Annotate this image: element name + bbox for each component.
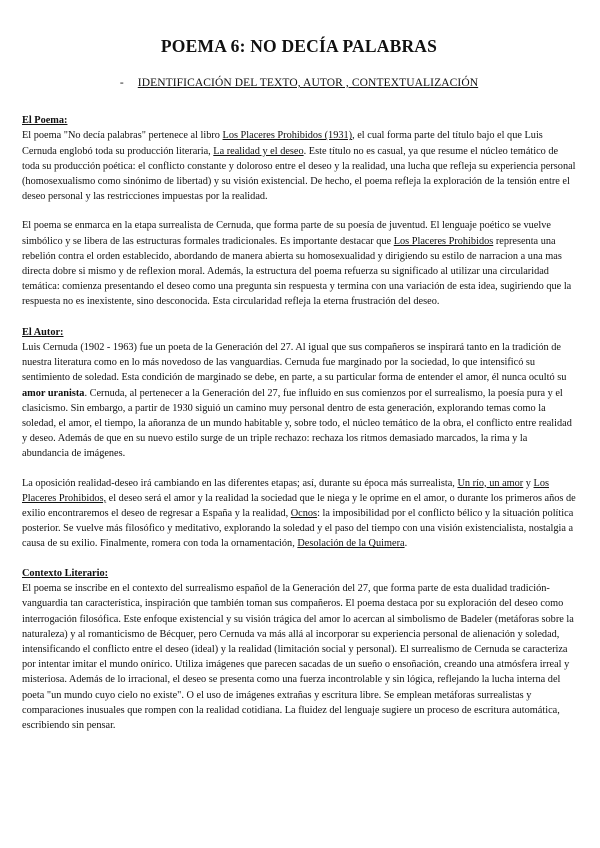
book-title: Los Placeres Prohibidos, (22, 477, 549, 504)
subtitle-dash: - (119, 77, 124, 89)
section-subtitle (22, 77, 576, 89)
subtitle-text: IDENTIFICACIÓN DEL TEXTO, AUTOR , CONTEXTUALIZACIÓN (137, 77, 479, 89)
text-run: . Este título no es casual, ya que resume el núcleo temático de toda su producción poética: el conflicto constante y doloroso entre el deseo y la realidad, una lucha que refleja su experiencia personal (homosexualismo como sinónimo de libertad) y su visión existencial. De hecho, el poema refleja la exploración de la tensión entre el deseo personal y las restricciones impuestas por la realidad. (22, 145, 576, 203)
book-title: Ocnos (290, 508, 318, 520)
paragraph-gap (22, 462, 576, 476)
poema-paragraph-2 (22, 218, 576, 309)
text-run: Luis Cernuda (1902 - 1963) fue un poeta de la Generación del 27. Al igual que sus compañeros se inspirará tanto en la tradición de nuestra literatura como en lo más novedoso de las vanguardias. Cernuda fue marginado por la sociedad, lo que intensificó su sentimiento de soledad. Esta condición de marginado se debe, en parte, a su particular forma de entender el amor, él nunca ocultó su (22, 342, 567, 384)
autor-heading: El Autor: (22, 326, 64, 338)
book-title: Un río, un amor (457, 477, 524, 489)
text-run: La oposición realidad-deseo irá cambiando en las diferentes etapas; así, durante su época más surrealista, (22, 477, 458, 489)
text-run: . Cernuda, al pertenecer a la Generación del 27, fue influido en sus comienzos por el surrealismo, la poesía pura y el clasicismo. Sin embargo, a partir de 1930 siguió un camino muy personal dentro de esta generación, explorando temas como la soledad, el amor, el tiempo, la añoranza de un mundo habitable y, sobre todo, el núcleo temático de la obra, el conflicto entre realidad y deseo. Además de que en su nuevo estilo surge de un triple rechazo: rechaza los ritmos demasiado marcados, la rima y la abundancia de imágenes. (22, 387, 572, 460)
section-contexto (22, 567, 576, 733)
text-run: El poema se enmarca en la etapa surrealista de Cernuda, que forma parte de su poesía de juventud. El lenguaje poético se vuelve simbólico y se libera de las estructuras formales tradicionales. Es importante destacar que (22, 220, 551, 247)
text-run: el deseo será el amor y la realidad la sociedad que le niega y le oprime en el amor, o durante los primeros años de exilio encontraremos el deseo de regresar a España y la realidad, (22, 492, 576, 520)
poema-paragraph-1 (22, 128, 576, 204)
contexto-heading: Contexto Literario: (22, 567, 109, 579)
poema-heading: El Poema: (22, 115, 68, 126)
text-run: , el cual forma parte del título bajo el que Luis Cernuda englobó toda su producción literaria, (22, 130, 543, 157)
text-run: : la imposibilidad por el conflicto bélico y la situación política posterior. Se vuelve más filosófico y meditativo, explorando la soledad y el paso del tiempo con una visión existencialista, nostalgia a causa de su exilio. Finalmente, romera con toda la ornamentación, (22, 508, 574, 550)
autor-paragraph-1 (22, 340, 576, 462)
book-title: La realidad y el deseo (213, 145, 304, 157)
contexto-paragraph-1: El poema se inscribe en el contexto del surrealismo español de la Generación del 27, que forma parte de esta dualidad tradición-vanguardia tan característica, inspiración que también toman sus compañeros. El poema destaca por su exploración del deseo como interrogación filosófica. Este enfoque existencial y su visión trágica del amor lo acercan al simbolismo de Badeler (metáforas sobre la naturaleza) y al romanticismo de Bécquer, pero Cernuda va más allá al incorporar su experiencia personal de alienación y soledad, intensificando el conflicto entre el deseo (ideal) y la realidad (limitación social y personal). El surrealismo de Cernuda se caracteriza por intentar imitar el mundo onírico. Utiliza imágenes que parecen sacadas de un sueño o ensoñación, creando una atmósfera irreal y misteriosa. Además de lo irracional, el deseo se presenta como una fuerza incontrolable y sin lógica, reflejando la lucha interna del poeta "un mundo cuyo cielo no existe". O el uso de imágenes extrañas y escritura libre. Se emplean metáforas surrealistas y comparaciones inusuales que rompen con la realidad cotidiana. La fluidez del lenguaje sugiere un proceso de escritura automática, escribiendo sin pensar. (22, 583, 574, 731)
paragraph-gap (22, 204, 576, 218)
text-run: y (523, 477, 534, 489)
book-title: Los Placeres Prohibidos (393, 235, 494, 247)
text-run: . (404, 538, 408, 550)
bold-term: amor uranista (22, 387, 85, 399)
book-title: Desolación de la Quimera (297, 538, 405, 550)
section-poema (22, 114, 576, 310)
page-title: POEMA 6: NO DECÍA PALABRAS (160, 36, 438, 56)
section-autor (22, 326, 576, 552)
book-title: Los Placeres Prohibidos (1931) (222, 130, 353, 142)
autor-paragraph-2 (22, 476, 576, 552)
text-run: representa una rebelión contra el orden establecido, abordando de manera abierta su homosexualidad y dirigiendo su estilo de narracion a una mas directa dobre si mismo y de reflexion moral. Además, la estructura del poema refuerza su significado al utilizar una circularidad temática: comienza presentando el deseo como una pregunta sin respuesta y termina con una variación de esta idea, sugiriendo que la respuesta no es inexistente, sino desconocida. Esta circularidad refleja la eterna frustración del deseo. (22, 235, 572, 308)
text-run: El poema "No decía palabras" pertenece al libro (22, 130, 223, 142)
